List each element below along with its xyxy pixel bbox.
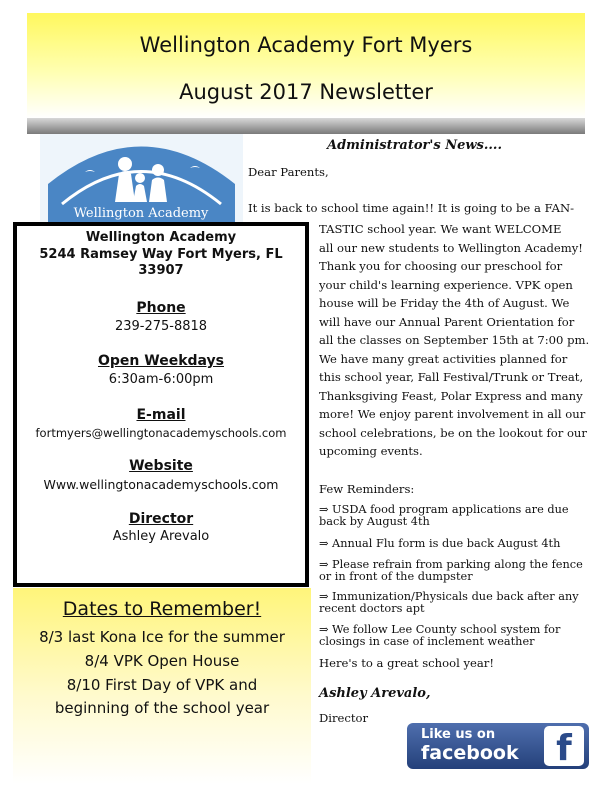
reminders-heading: Few Reminders: [319, 482, 415, 496]
body-line: more! We enjoy parent involvement in all our [319, 407, 586, 421]
date-item: 8/10 First Day of VPK and [66, 676, 258, 694]
reminder-item: ⇒ Annual Flu form is due back August 4th [319, 537, 561, 550]
school-name: Wellington Academy [85, 230, 237, 245]
facebook-like-label: Like us on [421, 727, 496, 742]
email-link[interactable]: fortmyers@wellingtonacademyschools.com [35, 426, 287, 440]
newsletter-header [27, 13, 585, 118]
school-title: Wellington Academy Fort Myers [139, 33, 473, 57]
body-line: TASTIC school year. We want WELCOME [319, 222, 562, 236]
website-link[interactable]: Www.wellingtonacademyschools.com [43, 477, 279, 492]
body-line: Thank you for choosing our preschool for [319, 259, 563, 273]
address-line-1: 5244 Ramsey Way Fort Myers, FL [39, 247, 283, 262]
hours-value: 6:30am-6:00pm [108, 372, 214, 387]
director-heading: Director [128, 511, 194, 527]
article-title: Administrator's News.... [327, 138, 502, 153]
reminder-item: ⇒ Immunization/Physicals due back after any recent doctors apt [319, 590, 579, 615]
dates-title: Dates to Remember! [62, 598, 262, 620]
director-name: Ashley Arevalo [112, 529, 210, 544]
reminder-item: ⇒ Please refrain from parking along the fence or in front of the dumpster [319, 558, 583, 583]
reminder-item: ⇒ We follow Lee County school system for closings in case of inclement weather [319, 623, 561, 648]
intro-line: It is back to school time again!! It is going to be a FAN- [248, 201, 575, 215]
date-item: 8/3 last Kona Ice for the summer [39, 628, 285, 646]
body-line: will have our Annual Parent Orientation for [319, 314, 575, 329]
dates-to-remember [13, 588, 311, 784]
phone-number: 239-275-8818 [114, 319, 208, 334]
reminder-item: ⇒ USDA food program applications are due back by August 4th [319, 503, 569, 528]
email-heading: E-mail [136, 407, 186, 423]
facebook-like-button[interactable] [407, 723, 589, 769]
article-body [319, 220, 589, 461]
hours-heading: Open Weekdays [98, 353, 224, 369]
newsletter-title: August 2017 Newsletter [179, 80, 433, 104]
body-line: house will be Friday the 4th of August. We [319, 296, 570, 310]
body-line: all the classes on September 15th at 7:00 pm. [319, 333, 590, 347]
body-line: upcoming events. [319, 444, 423, 458]
facebook-icon: f [544, 726, 584, 766]
header-divider [27, 118, 585, 134]
signature: Ashley Arevalo, [319, 686, 431, 701]
closing-line: Here's to a great school year! [319, 656, 494, 670]
body-line: school celebrations, be on the lookout for our [319, 425, 587, 440]
date-item: 8/4 VPK Open House [84, 652, 240, 670]
contact-info-box [13, 222, 309, 587]
facebook-wordmark: facebook [421, 742, 519, 764]
body-line: We have many great activities planned for [319, 351, 568, 366]
logo-text: Wellington Academy [73, 206, 209, 221]
website-heading: Website [129, 458, 193, 474]
body-line: Thanksgiving Feast, Polar Express and many [319, 388, 583, 403]
address-line-2: 33907 [138, 263, 184, 278]
school-logo [40, 134, 243, 223]
body-line: this school year, Fall Festival/Trunk or Treat, [319, 370, 584, 384]
signer-title: Director [319, 711, 369, 725]
phone-heading: Phone [136, 300, 186, 316]
date-item: beginning of the school year [54, 699, 270, 717]
body-line: your child's learning experience. VPK open [319, 277, 573, 292]
greeting: Dear Parents, [248, 165, 329, 179]
body-line: all our new students to Wellington Academy! [319, 240, 583, 255]
